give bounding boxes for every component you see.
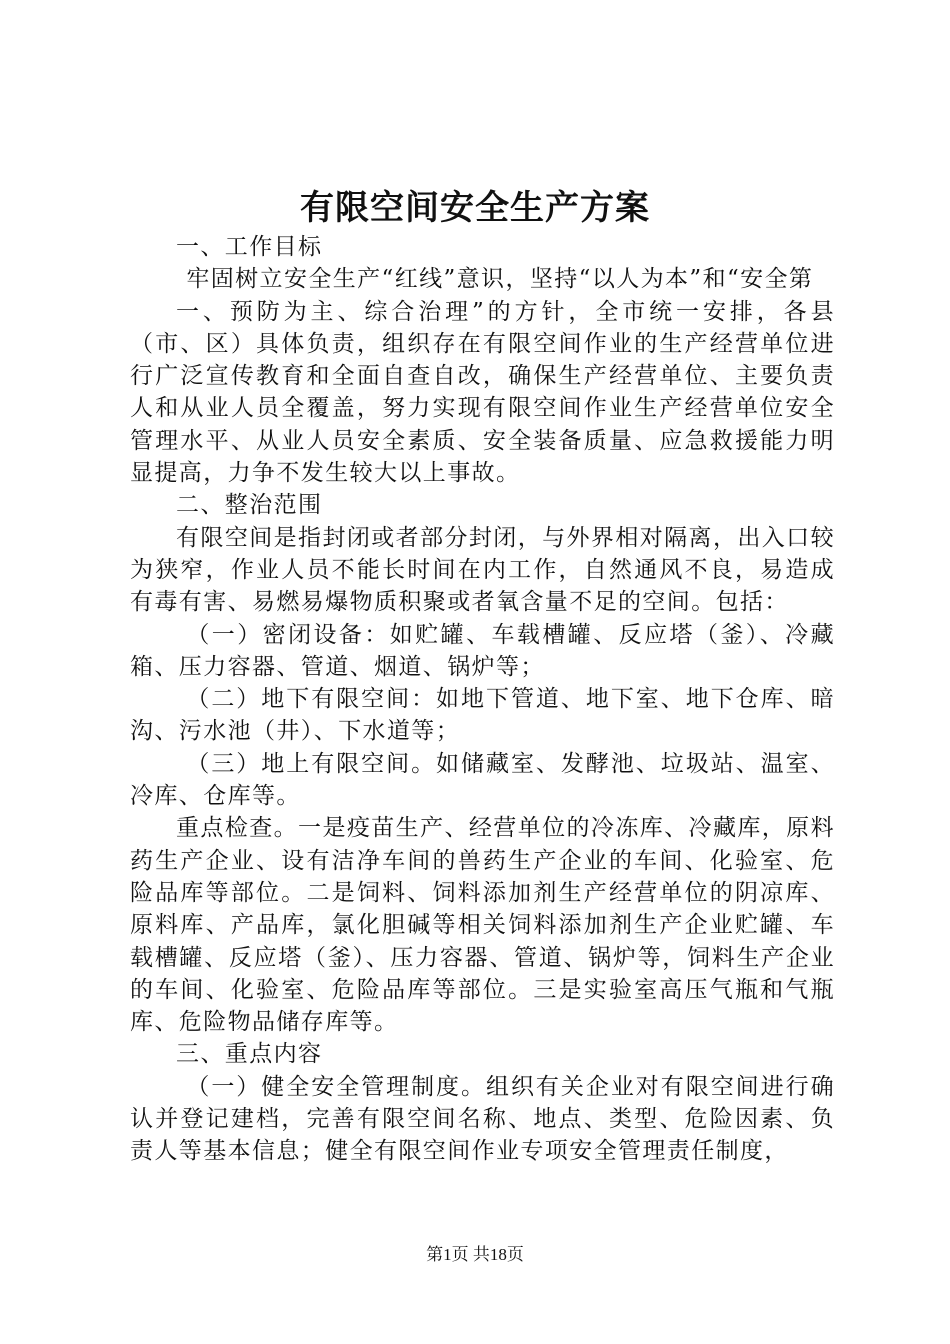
- body-paragraph: 一、预防为主、综合治理”的方针，全市统一安排，各县（市、区）具体负责，组织存在有限空间作业的生产经营单位进行广泛宣传教育和全面自查自改，确保生产经营单位、主要负责人和从业人员全覆盖，努力实现有限空间作业生产经营单位安全管理水平、从业人员安全素质、安全装备质量、应急救援能力明显提高，力争不发生较大以上事故。: [130, 298, 835, 487]
- body-paragraph: 重点检查。一是疫苗生产、经营单位的冷冻库、冷藏库，原料药生产企业、设有洁净车间的兽药生产企业的车间、化验室、危险品库等部位。二是饲料、饲料添加剂生产经营单位的阴凉库、原料库、产品库，氯化胆碱等相关饲料添加剂生产企业贮罐、车载槽罐、反应塔（釜）、压力容器、管道、锅炉等，饲料生产企业的车间、化验室、危险品库等部位。三是实验室高压气瓶和气瓶库、危险物品储存库等。: [130, 815, 835, 1036]
- body-paragraph: （三）地上有限空间。如储藏室、发酵池、垃圾站、温室、冷库、仓库等。: [130, 750, 835, 810]
- document-body: [130, 231, 835, 1168]
- section-heading: 二、整治范围: [176, 492, 323, 519]
- body-paragraph: （一）密闭设备：如贮罐、车载槽罐、反应塔（釜）、冷藏箱、压力容器、管道、烟道、锅炉等；: [130, 621, 835, 680]
- body-paragraph: 牢固树立安全生产“红线”意识，坚持“以人为本”和“安全第: [186, 266, 814, 293]
- section-heading: 一、工作目标: [176, 234, 323, 260]
- document-title: 有限空间安全生产方案: [300, 188, 650, 228]
- section-heading: 三、重点内容: [176, 1041, 323, 1068]
- page-number: 第1页 共18页: [426, 1245, 524, 1264]
- body-paragraph: （一）健全安全管理制度。组织有关企业对有限空间进行确认并登记建档，完善有限空间名称、地点、类型、危险因素、负责人等基本信息；健全有限空间作业专项安全管理责任制度，: [130, 1073, 835, 1165]
- body-paragraph: （二）地下有限空间：如地下管道、地下室、地下仓库、暗沟、污水池（井）、下水道等；: [130, 686, 835, 745]
- body-paragraph: 有限空间是指封闭或者部分封闭，与外界相对隔离，出入口较为狭窄，作业人员不能长时间在内工作，自然通风不良，易造成有毒有害、易燃易爆物质积聚或者氧含量不足的空间。包括：: [130, 524, 835, 616]
